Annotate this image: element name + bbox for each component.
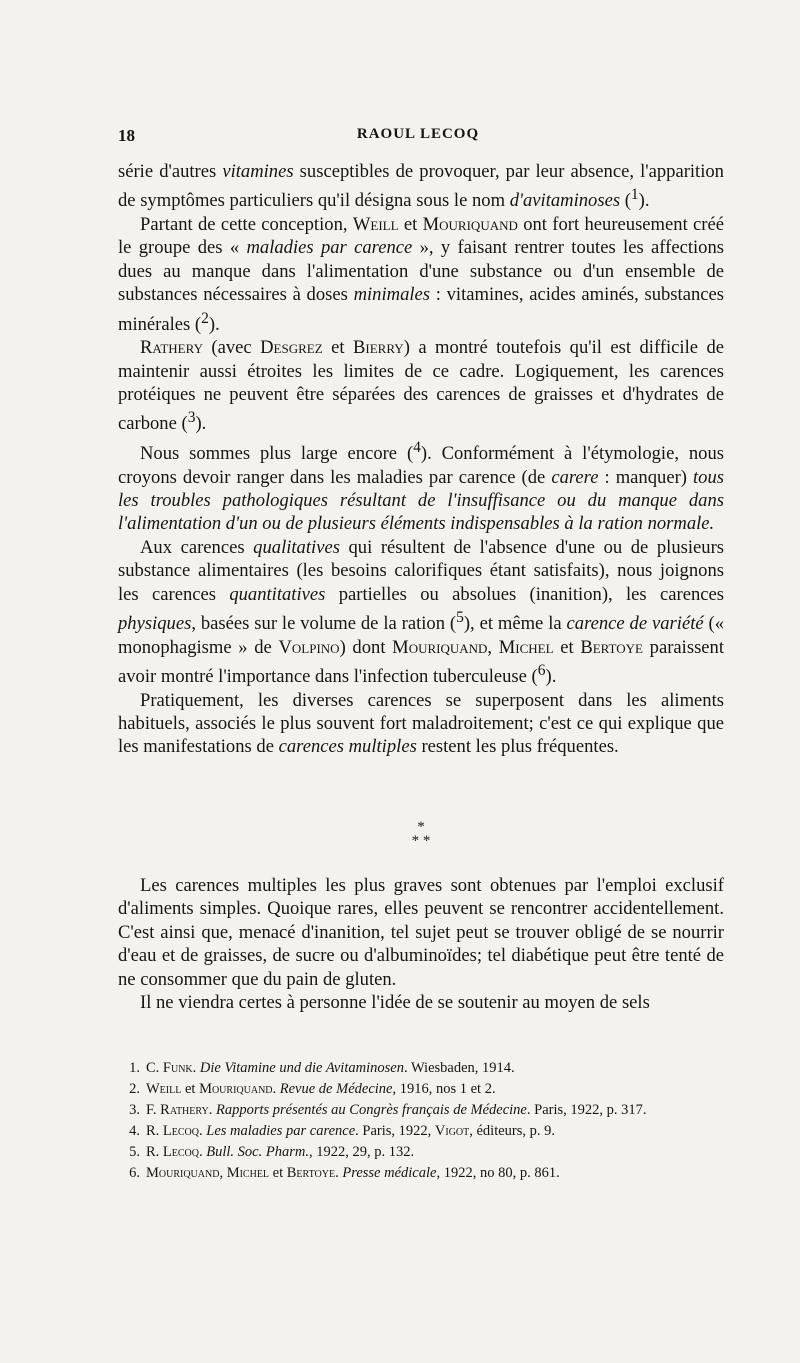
text-run: paraissent avoir montré l'importance dans l'infection tuberculeuse ( <box>118 636 725 688</box>
text-run: Nous sommes plus large encore ( <box>140 443 414 465</box>
footnote-title: Bull. Soc. Pharm. <box>206 1144 309 1160</box>
separator-asterisk-top: * <box>417 819 425 835</box>
page-number: 18 <box>118 126 135 145</box>
italic-run: d'avitaminoses <box>509 190 621 212</box>
text-run: , 1922, 29, p. 132. <box>308 1144 415 1160</box>
italic-run: vitamines <box>222 161 294 182</box>
author-name: Weill <box>352 214 399 235</box>
paragraph-7: Les carences multiples les plus graves sont obtenues par l'emploi exclusif d'aliments simples. Quoique rares, elles peuvent se rencontrer accidentellement. C'est ainsi que, menacé d'inanition, tel sujet peut se trouver obligé de se nourrir d'eau et de graisses, de sucre ou d'albuminoïdes; tel diabétique peut être tenté de ne consommer que du pain de gluten. <box>118 875 724 990</box>
footnote-author: Weill <box>146 1081 182 1097</box>
footnote-author: Mouriquand <box>199 1081 273 1097</box>
footnote-author: Mouriquand <box>146 1165 220 1181</box>
text-run: , 1916, nos 1 et 2. <box>392 1081 496 1097</box>
text-run: . <box>199 1144 207 1160</box>
text-run: . <box>192 1060 200 1076</box>
paragraph-5 <box>118 536 724 689</box>
author-name: Bierry <box>353 337 404 359</box>
footnote-ref: 4 <box>413 439 421 457</box>
paragraph-1 <box>118 160 724 213</box>
italic-run: carence de variété <box>566 613 704 635</box>
footnote-number: 3. <box>129 1102 140 1118</box>
footnote-ref: 1 <box>630 186 639 204</box>
text-run: . <box>208 1102 216 1118</box>
author-name: Mouriquand <box>392 636 488 658</box>
text-run: . <box>335 1165 343 1181</box>
author-name: Bertoye <box>580 636 643 658</box>
footnote-title: Presse médicale <box>342 1165 437 1181</box>
footnote-number: 4. <box>129 1123 140 1139</box>
footnote-2 <box>118 1079 724 1100</box>
footnote-number: 1. <box>129 1060 140 1076</box>
italic-run: quantitatives <box>229 583 326 605</box>
text-run: et <box>269 1165 287 1181</box>
italic-run: qualitatives <box>253 536 340 558</box>
text-run: ( <box>620 190 631 212</box>
footnote-ref: 6 <box>537 662 546 680</box>
text-run: Pratiquement, les diverses carences se superposent dans les aliments habituels, associés le plus souvent fort maladroitement; c'est ce qui explique que les manifestations de <box>118 689 724 758</box>
text-run: ) a montré toutefois qu'il est difficile de maintenir aussi étroites les limites de ce cadre. Logiquement, les carences protéiques ne peuvent être séparées des carences de graisses et d'hydrates de carbone ( <box>118 337 725 435</box>
text-run: ont fort heureusement créé le groupe des « <box>118 214 725 259</box>
text-run: », y faisant rentrer toutes les affections dues au manque dans l'alimentation d'une substance ou d'un ensemble de substances nécessaires à doses <box>118 237 724 306</box>
footnote-author: R. Lecoq <box>146 1144 200 1160</box>
text-run: restent les plus fréquentes. <box>416 736 619 758</box>
text-run: . <box>199 1123 207 1139</box>
footnote-title: Revue de Médecine <box>279 1081 393 1097</box>
text-run: Partant de cette conception, <box>140 214 353 235</box>
footnote-title: Les maladies par carence <box>206 1123 356 1139</box>
running-head: RAOUL LECOQ <box>356 126 480 142</box>
text-run: , 1922, no 80, p. 861. <box>436 1165 560 1181</box>
author-name: Volpino <box>278 636 340 658</box>
text-run: (avec <box>202 337 261 359</box>
text-run: partielles ou absolues (inanition), les carences <box>325 583 724 605</box>
footnote-ref: 3 <box>187 409 196 427</box>
text-run: , <box>487 636 499 658</box>
footnote-number: 5. <box>129 1144 140 1160</box>
text-run: , basées sur le volume de la ration ( <box>191 613 457 635</box>
author-name: Michel <box>498 636 554 658</box>
author-name: Mouriquand <box>422 214 518 235</box>
text-run: ) dont <box>339 636 393 658</box>
main-text-continued <box>118 874 724 1014</box>
footnote-author: R. Lecoq <box>146 1123 200 1139</box>
footnote-4 <box>118 1121 724 1142</box>
italic-definition: tous les troubles pathologiques résultant de l'insuffisance ou du manque dans l'alimentation d'un ou de plusieurs éléments indispensables à la ration normale. <box>118 466 725 535</box>
author-name: Rathery <box>140 337 203 359</box>
footnote-6 <box>118 1163 724 1184</box>
text-run: et <box>398 214 423 235</box>
italic-run: minimales <box>353 284 431 306</box>
paragraph-4 <box>118 436 724 536</box>
footnote-author: C. Funk <box>146 1060 193 1076</box>
text-run: ). <box>208 313 220 335</box>
text-run: Aux carences <box>140 536 254 558</box>
footnote-title: Rapports présentés au Congrès français de Médecine <box>215 1102 527 1118</box>
section-separator <box>118 820 724 848</box>
separator-asterisks-bottom: * * <box>411 833 431 849</box>
text-run: susceptibles de provoquer, par leur absence, l'apparition de symptômes particuliers qu'il désigna sous le nom <box>118 161 724 212</box>
text-run: : manquer) <box>598 466 694 488</box>
paragraph-3 <box>118 336 724 436</box>
text-run: . Wiesbaden, 1914. <box>403 1060 515 1076</box>
paragraph-8: Il ne viendra certes à personne l'idée de se soutenir au moyen de sels <box>140 992 650 1014</box>
text-run: ). <box>195 413 207 435</box>
footnote-number: 6. <box>129 1165 140 1181</box>
text-run: , éditeurs, p. 9. <box>469 1123 556 1139</box>
footnote-author: Michel <box>226 1165 270 1181</box>
text-run: ). <box>638 190 650 212</box>
italic-run: physiques <box>118 613 192 635</box>
italic-run: maladies par carence <box>246 237 413 259</box>
text-run: , <box>219 1165 227 1181</box>
text-run: (« monophagisme » de <box>118 613 725 658</box>
page-header <box>118 126 718 152</box>
text-run: ), et même la <box>463 613 567 635</box>
text-run: et <box>181 1081 200 1097</box>
paragraph-2 <box>118 213 724 336</box>
main-text <box>118 160 724 759</box>
footnote-5 <box>118 1142 724 1163</box>
footnote-ref: 5 <box>456 609 464 627</box>
text-run: et <box>322 337 353 359</box>
text-run: . Paris, 1922, p. 317. <box>526 1102 647 1118</box>
author-name: Desgrez <box>260 337 323 359</box>
text-run: série d'autres <box>118 161 223 182</box>
text-run: . Paris, 1922, <box>355 1123 435 1139</box>
footnote-number: 2. <box>129 1081 140 1097</box>
text-run: qui résultent de l'absence d'une ou de plusieurs substance alimentaires (les besoins calorifiques étant satisfaits), nous joignons les carences <box>118 536 725 605</box>
paragraph-6 <box>118 689 724 759</box>
footnote-title: Die Vitamine und die Avitaminosen <box>199 1060 404 1076</box>
footnote-3 <box>118 1100 724 1121</box>
publisher-name: Vigot <box>434 1123 470 1139</box>
text-run: . <box>272 1081 280 1097</box>
text-run: : vitamines, acides aminés, substances minérales ( <box>118 284 724 335</box>
footnote-author: F. Rathery <box>146 1102 209 1118</box>
text-run: et <box>553 636 581 658</box>
footnote-1 <box>118 1058 724 1079</box>
italic-run: carences multiples <box>278 736 417 758</box>
footnotes <box>118 1058 724 1184</box>
footnote-author: Bertoye <box>286 1165 336 1181</box>
text-run: ). <box>545 666 557 688</box>
italic-run: carere <box>551 466 599 488</box>
text-run: ). Conformément à l'étymologie, nous croyons devoir ranger dans les maladies par carence (de <box>118 443 724 488</box>
footnote-ref: 2 <box>201 309 209 327</box>
